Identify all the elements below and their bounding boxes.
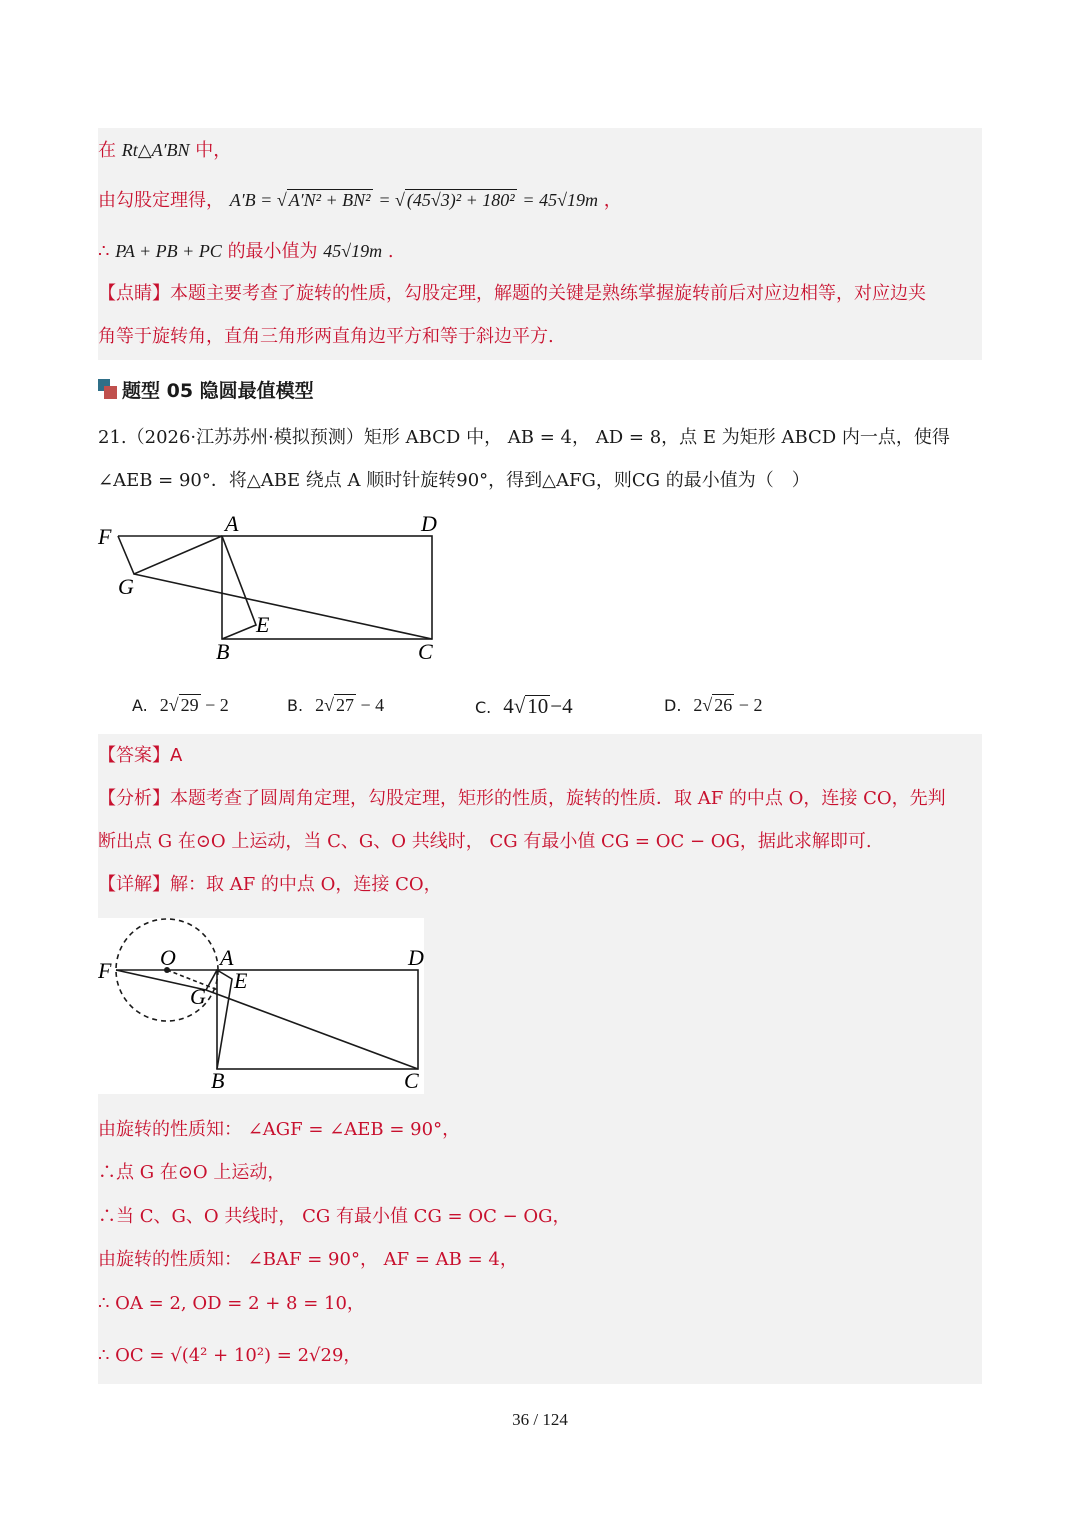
text: ∴当 C、G、O 共线时， CG 有最小值 CG = OC − OG， <box>98 1206 571 1227</box>
math: A′B = <box>229 190 277 210</box>
figure-2-diagram <box>98 918 424 1094</box>
text: 角等于旋转角，直角三角形两直角边平方和等于斜边平方. <box>98 326 554 347</box>
text: 的最小值为 <box>227 241 318 262</box>
page-number: 36 / 124 <box>512 1410 568 1429</box>
question-line-1 <box>98 426 950 450</box>
label-c: C <box>404 1068 419 1093</box>
radical: (45√3)² + 180² <box>406 190 515 210</box>
text: 本题考查了圆周角定理，勾股定理，矩形的性质，旋转的性质．取 AF 的中点 O，连接 CO，先判 <box>170 788 946 809</box>
text: 在 <box>98 140 116 161</box>
label-e: E <box>234 968 248 993</box>
detail-tag: 【详解】 <box>98 874 170 895</box>
radicand: 27 <box>335 695 354 715</box>
step-line-3 <box>98 239 394 264</box>
segment-ga <box>206 970 217 990</box>
text: ∴ OC = √(4² + 10²) = 2√29， <box>98 1345 362 1366</box>
text: 由旋转的性质知： ∠BAF = 90°， AF = AB = 4， <box>98 1249 518 1270</box>
step-6 <box>98 1344 361 1368</box>
triangle-abe <box>217 970 232 1069</box>
step-4 <box>98 1248 518 1272</box>
text: . <box>387 241 394 262</box>
coef: 2 <box>693 695 703 715</box>
tip-line-1 <box>98 282 926 306</box>
label-c: C <box>418 639 433 664</box>
label-g: G <box>118 574 134 599</box>
choice-label: B. <box>287 696 304 715</box>
math: = 45√19m <box>522 190 598 210</box>
text: 由勾股定理得， <box>98 190 224 211</box>
label-b: B <box>211 1068 225 1093</box>
text: 中， <box>195 140 232 161</box>
coef: 4 <box>503 694 514 718</box>
analysis-line-1 <box>98 787 946 811</box>
tip-line-2 <box>98 325 554 349</box>
answer-line <box>98 744 182 768</box>
choice-d[interactable]: D. 2√ 26 − 2 <box>664 695 763 715</box>
step-line-1 <box>98 138 231 163</box>
radicand: 29 <box>180 695 199 715</box>
choice-label: A. <box>132 696 148 715</box>
step-5 <box>98 1292 365 1316</box>
text: 21.（2026·江苏苏州·模拟预测）矩形 ABCD 中， AB = 4， AD = 8，点 E 为矩形 ABCD 内一点，使得 <box>98 427 950 448</box>
text: ， <box>603 190 622 211</box>
label-d: D <box>421 511 437 536</box>
section-title <box>98 376 314 403</box>
triangle-abe <box>222 536 256 639</box>
segment-gc <box>134 574 432 639</box>
text: 解：取 AF 的中点 O，连接 CO， <box>170 874 442 895</box>
text: ∴ <box>98 241 110 262</box>
label-o: O <box>160 945 176 970</box>
step-3 <box>98 1205 571 1229</box>
question-line-2 <box>98 469 810 493</box>
label-e: E <box>256 612 270 637</box>
radical: A′N² + BN² <box>288 190 371 210</box>
triangle-afg <box>118 536 222 574</box>
coef: 2 <box>315 695 325 715</box>
answer-value: A <box>170 745 183 766</box>
text: 由旋转的性质知： ∠AGF = ∠AEB = 90°， <box>98 1119 461 1140</box>
tip-tag: 【点睛】 <box>98 283 170 304</box>
text: ∠AEB = 90°．将△ABE 绕点 A 顺时针旋转90°，得到△AFG，则CG 的最小值为（ ） <box>98 470 810 491</box>
tail: − 2 <box>200 695 229 715</box>
detail-line <box>98 873 442 897</box>
label-a: A <box>225 511 239 536</box>
tail: −4 <box>550 694 573 718</box>
step-line-2: 由勾股定理得， A′B = √ A′N² + BN² = √ (45√3)² + 180² = 45√19m ， <box>98 190 622 211</box>
math: PA + PB + PC <box>115 241 222 261</box>
radicand: 26 <box>714 695 733 715</box>
math: 45√19m <box>323 241 383 261</box>
label-d: D <box>408 945 424 970</box>
choice-b[interactable]: B. 2√ 27 − 4 <box>287 695 385 715</box>
label-b: B <box>216 639 230 664</box>
label-a: A <box>220 945 234 970</box>
text: ∴点 G 在⊙O 上运动， <box>98 1162 286 1183</box>
choice-label: C. <box>475 698 492 717</box>
radicand: 10 <box>527 694 549 718</box>
math: Rt△A′BN <box>121 140 190 160</box>
rect-abcd <box>222 536 432 639</box>
tail: − 2 <box>734 695 763 715</box>
choice-a[interactable]: A. 2√ 29 − 2 <box>132 695 229 715</box>
label-f: F <box>98 524 112 549</box>
text: 本题主要考查了旋转的性质，勾股定理，解题的关键是熟练掌握旋转前后对应边相等，对应边夹 <box>170 283 926 304</box>
choice-c[interactable]: C. 4√10−4 <box>475 694 573 718</box>
label-g: G <box>190 984 206 1009</box>
segment-gc <box>206 990 418 1069</box>
section-title-text: 题型 05 隐圆最值模型 <box>122 380 314 402</box>
figure-1-diagram <box>96 510 456 670</box>
tail: − 4 <box>355 695 385 715</box>
choice-label: D. <box>664 696 682 715</box>
analysis-tag: 【分析】 <box>98 788 170 809</box>
text: ∴ OA = 2, OD = 2 + 8 = 10， <box>98 1293 365 1314</box>
math: = <box>378 190 395 210</box>
answer-tag: 【答案】 <box>98 745 170 766</box>
coef: 2 <box>159 695 169 715</box>
text: 断出点 G 在⊙O 上运动，当 C、G、O 共线时， CG 有最小值 CG = OC − OG，据此求解即可. <box>98 831 872 852</box>
step-1 <box>98 1118 460 1142</box>
analysis-line-2 <box>98 830 872 854</box>
square-bullet-icon <box>98 379 120 401</box>
label-f: F <box>98 958 112 983</box>
step-2 <box>98 1161 285 1185</box>
